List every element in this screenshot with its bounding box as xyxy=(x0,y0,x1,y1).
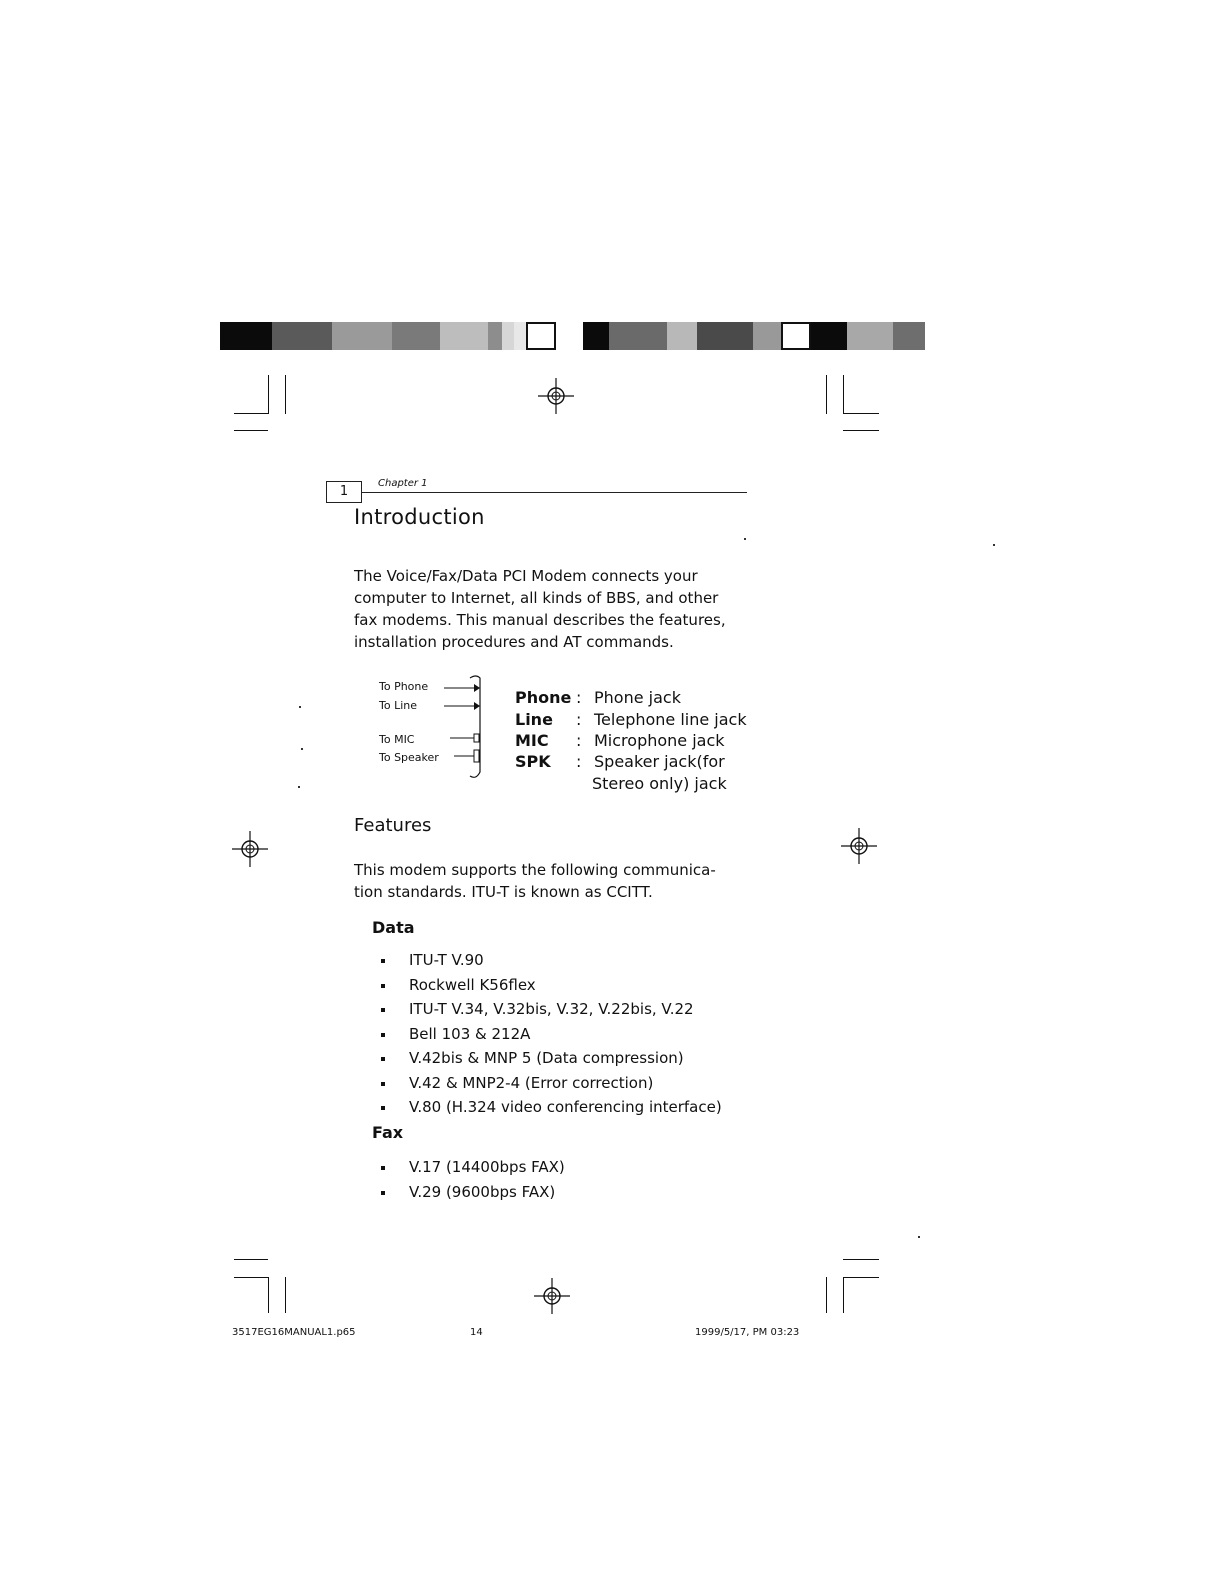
registration-crosshair-icon xyxy=(232,831,268,867)
list-item: ITU-T V.90 xyxy=(381,948,722,973)
jack-term-spk: SPK xyxy=(515,752,551,771)
modem-bracket-illustration xyxy=(440,672,490,782)
page-title: Introduction xyxy=(354,505,485,529)
features-heading: Features xyxy=(354,815,432,836)
crop-mark xyxy=(826,375,827,414)
list-item: Bell 103 & 212A xyxy=(381,1022,722,1047)
crop-mark xyxy=(285,1277,286,1313)
list-item: Rockwell K56flex xyxy=(381,973,722,998)
fax-subheading: Fax xyxy=(372,1123,404,1142)
data-standards-list xyxy=(381,948,722,1120)
list-item: ITU-T V.34, V.32bis, V.32, V.22bis, V.22 xyxy=(381,997,722,1022)
footer-page-number: 14 xyxy=(470,1327,483,1338)
diagram-label-speaker: To Speaker xyxy=(379,751,439,764)
footer-timestamp: 1999/5/17, PM 03:23 xyxy=(695,1327,800,1338)
jack-term-line: Line xyxy=(515,710,553,729)
jack-desc-spk: Speaker jack(for xyxy=(594,752,725,771)
crop-mark xyxy=(234,413,268,414)
intro-line: computer to Internet, all kinds of BBS, and other xyxy=(354,589,719,607)
intro-line: The Voice/Fax/Data PCI Modem connects your xyxy=(354,567,698,585)
crop-mark xyxy=(234,1277,268,1278)
crop-mark xyxy=(843,1277,879,1278)
registration-bar-right xyxy=(583,322,925,350)
list-item: V.29 (9600bps FAX) xyxy=(381,1180,565,1205)
list-item: V.42bis & MNP 5 (Data compression) xyxy=(381,1046,722,1071)
jack-term-phone: Phone xyxy=(515,688,572,707)
crop-mark xyxy=(843,1277,844,1313)
chapter-rule xyxy=(361,492,747,493)
intro-line: fax modems. This manual describes the features, xyxy=(354,611,726,629)
jack-colon: : xyxy=(576,688,582,707)
jack-colon: : xyxy=(576,710,582,729)
jack-desc-spk-continuation: Stereo only) jack xyxy=(592,774,727,793)
jack-term-mic: MIC xyxy=(515,731,549,750)
footer-filename: 3517EG16MANUAL1.p65 xyxy=(232,1327,356,1338)
scan-speck xyxy=(298,786,300,788)
diagram-label-line: To Line xyxy=(379,699,418,712)
chapter-number: 1 xyxy=(326,481,362,503)
crop-mark xyxy=(843,375,844,414)
fax-standards-list xyxy=(381,1155,565,1204)
registration-crosshair-icon xyxy=(538,378,574,414)
crop-mark xyxy=(268,375,269,414)
jack-desc-mic: Microphone jack xyxy=(594,731,725,750)
diagram-label-phone: To Phone xyxy=(379,680,429,693)
crop-mark xyxy=(285,375,286,414)
list-item: V.42 & MNP2-4 (Error correction) xyxy=(381,1071,722,1096)
crop-mark xyxy=(843,1259,879,1260)
registration-bar-left xyxy=(220,322,556,350)
intro-paragraph xyxy=(354,565,726,653)
jack-colon: : xyxy=(576,731,582,750)
registration-crosshair-icon xyxy=(534,1278,570,1314)
crop-mark xyxy=(826,1277,827,1313)
crop-mark xyxy=(234,1259,268,1260)
scan-speck xyxy=(744,538,746,540)
scan-speck xyxy=(918,1236,920,1238)
scan-speck xyxy=(993,544,995,546)
crop-mark xyxy=(234,430,268,431)
features-line: tion standards. ITU-T is known as CCITT. xyxy=(354,883,653,901)
features-line: This modem supports the following communica- xyxy=(354,861,716,879)
jack-desc-phone: Phone jack xyxy=(594,688,681,707)
crop-mark xyxy=(843,430,879,431)
crop-mark xyxy=(843,413,879,414)
intro-line: installation procedures and AT commands. xyxy=(354,633,674,651)
diagram-label-mic: To MIC xyxy=(379,733,415,746)
scan-speck xyxy=(299,706,301,708)
jack-colon: : xyxy=(576,752,582,771)
crop-mark xyxy=(268,1277,269,1313)
features-paragraph xyxy=(354,859,716,903)
list-item: V.17 (14400bps FAX) xyxy=(381,1155,565,1180)
jack-desc-line: Telephone line jack xyxy=(594,710,747,729)
scan-speck xyxy=(301,748,303,750)
registration-crosshair-icon xyxy=(841,828,877,864)
chapter-label: Chapter 1 xyxy=(378,478,428,489)
data-subheading: Data xyxy=(372,918,415,937)
list-item: V.80 (H.324 video conferencing interface) xyxy=(381,1095,722,1120)
